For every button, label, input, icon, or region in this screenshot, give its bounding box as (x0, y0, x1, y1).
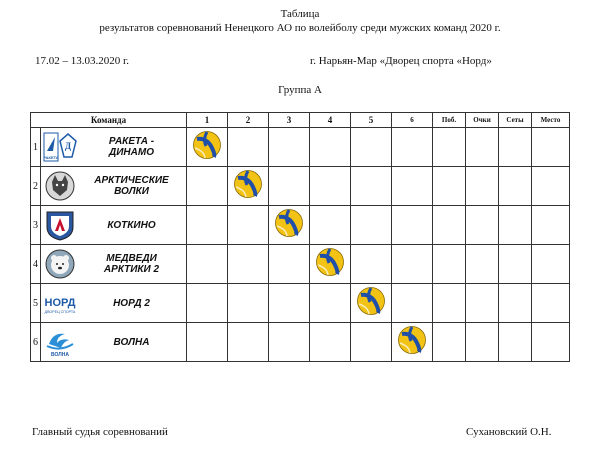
match-cell (351, 128, 392, 167)
match-cell (269, 323, 310, 362)
volleyball-icon (315, 247, 345, 277)
team-cell (41, 323, 187, 362)
bear-logo (43, 248, 77, 280)
stat-cell (532, 284, 570, 323)
stat-cell (532, 245, 570, 284)
volleyball-icon (397, 325, 427, 355)
stat-cell (433, 284, 466, 323)
team-cell (41, 206, 187, 245)
stat-cell (433, 245, 466, 284)
volleyball-icon (356, 286, 386, 316)
col-header-place: Место (532, 113, 570, 128)
team-name-line: МЕДВЕДИ (106, 253, 157, 264)
stat-cell (466, 245, 499, 284)
svg-text:ВОЛНА: ВОЛНА (51, 352, 69, 358)
col-header-3: 3 (269, 113, 310, 128)
volleyball-icon (233, 169, 263, 199)
team-number: 5 (31, 284, 41, 323)
match-cell (351, 284, 392, 323)
team-number: 4 (31, 245, 41, 284)
match-cell (269, 206, 310, 245)
match-cell (187, 245, 228, 284)
team-name (77, 253, 186, 275)
stat-cell (499, 284, 532, 323)
team-name-line: ВОЛКИ (114, 186, 149, 197)
match-cell (310, 206, 351, 245)
team-number: 6 (31, 323, 41, 362)
team-row (31, 128, 570, 167)
col-header-team: Команда (31, 113, 187, 128)
match-cell (310, 323, 351, 362)
match-cell (187, 323, 228, 362)
chief-judge-label: Главный судья соревнований (32, 426, 168, 438)
volleyball-icon (192, 130, 222, 160)
match-cell (392, 128, 433, 167)
team-name-line: АРКТИКИ 2 (103, 264, 160, 275)
team-name (77, 136, 186, 158)
col-header-2: 2 (228, 113, 269, 128)
stat-cell (466, 167, 499, 206)
match-cell (269, 128, 310, 167)
team-cell (41, 284, 187, 323)
stat-cell (532, 323, 570, 362)
wolf-logo (43, 170, 77, 202)
stat-cell (466, 206, 499, 245)
team-name-line: НОРД 2 (113, 297, 150, 309)
stat-cell (433, 323, 466, 362)
stat-cell (433, 128, 466, 167)
match-cell (310, 284, 351, 323)
match-cell (392, 206, 433, 245)
match-cell (228, 284, 269, 323)
match-cell (310, 245, 351, 284)
team-row (31, 167, 570, 206)
group-label: Группа А (278, 84, 322, 96)
svg-text:Д: Д (64, 141, 72, 151)
team-cell (41, 245, 187, 284)
match-cell (228, 167, 269, 206)
match-cell (351, 167, 392, 206)
team-name (77, 337, 186, 348)
svg-text:НОРД: НОРД (44, 297, 76, 309)
results-table (30, 112, 570, 362)
team-cell (41, 128, 187, 167)
match-cell (228, 206, 269, 245)
team-cell (41, 167, 187, 206)
match-cell (269, 245, 310, 284)
col-header-points: Очки (466, 113, 499, 128)
match-cell (392, 323, 433, 362)
col-header-5: 5 (351, 113, 392, 128)
match-cell (228, 323, 269, 362)
team-name-line: ДИНАМО (109, 147, 154, 158)
svg-text:РАКЕТА: РАКЕТА (43, 155, 59, 160)
stat-cell (466, 128, 499, 167)
document-subtitle: результатов соревнований Ненецкого АО по волейболу среди мужских команд 2020 г. (99, 22, 501, 34)
stat-cell (499, 128, 532, 167)
team-row (31, 323, 570, 362)
team-row (31, 284, 570, 323)
col-header-6: 6 (392, 113, 433, 128)
col-header-wins: Поб. (433, 113, 466, 128)
stat-cell (499, 206, 532, 245)
match-cell (187, 284, 228, 323)
competition-dates: 17.02 – 13.03.2020 г. (35, 55, 130, 67)
col-header-sets: Сеты (499, 113, 532, 128)
match-cell (392, 167, 433, 206)
svg-text:ДВОРЕЦ СПОРТА: ДВОРЕЦ СПОРТА (44, 310, 76, 314)
match-cell (310, 128, 351, 167)
team-number: 3 (31, 206, 41, 245)
match-cell (187, 128, 228, 167)
col-header-1: 1 (187, 113, 228, 128)
volleyball-icon (274, 208, 304, 238)
team-name-line: ВОЛНА (113, 336, 150, 348)
match-cell (228, 128, 269, 167)
stat-cell (532, 167, 570, 206)
match-cell (269, 284, 310, 323)
stat-cell (532, 128, 570, 167)
match-cell (187, 206, 228, 245)
raketa-dinamo-logo (43, 131, 77, 163)
kotkino-logo (43, 209, 77, 241)
team-name (77, 298, 186, 309)
match-cell (228, 245, 269, 284)
nord-logo (43, 287, 77, 319)
volna-logo (43, 326, 77, 358)
match-cell (187, 167, 228, 206)
team-name (77, 220, 186, 231)
team-name-line: АРКТИЧЕСКИЕ (94, 175, 169, 186)
team-row (31, 206, 570, 245)
team-name-line: КОТКИНО (107, 219, 156, 231)
match-cell (351, 245, 392, 284)
stat-cell (499, 245, 532, 284)
team-name-line: РАКЕТА - (108, 136, 155, 147)
competition-place: г. Нарьян-Мар «Дворец спорта «Норд» (310, 55, 492, 67)
stat-cell (433, 167, 466, 206)
chief-judge-name: Сухановский О.Н. (466, 426, 552, 438)
match-cell (351, 323, 392, 362)
stat-cell (466, 323, 499, 362)
team-number: 1 (31, 128, 41, 167)
stat-cell (433, 206, 466, 245)
stat-cell (466, 284, 499, 323)
match-cell (310, 167, 351, 206)
team-row (31, 245, 570, 284)
match-cell (351, 206, 392, 245)
col-header-4: 4 (310, 113, 351, 128)
table-header-row (31, 113, 570, 128)
match-cell (392, 284, 433, 323)
document-title: Таблица (280, 8, 320, 20)
stat-cell (499, 167, 532, 206)
stat-cell (499, 323, 532, 362)
stat-cell (532, 206, 570, 245)
team-name (77, 175, 186, 197)
match-cell (392, 245, 433, 284)
team-number: 2 (31, 167, 41, 206)
match-cell (269, 167, 310, 206)
